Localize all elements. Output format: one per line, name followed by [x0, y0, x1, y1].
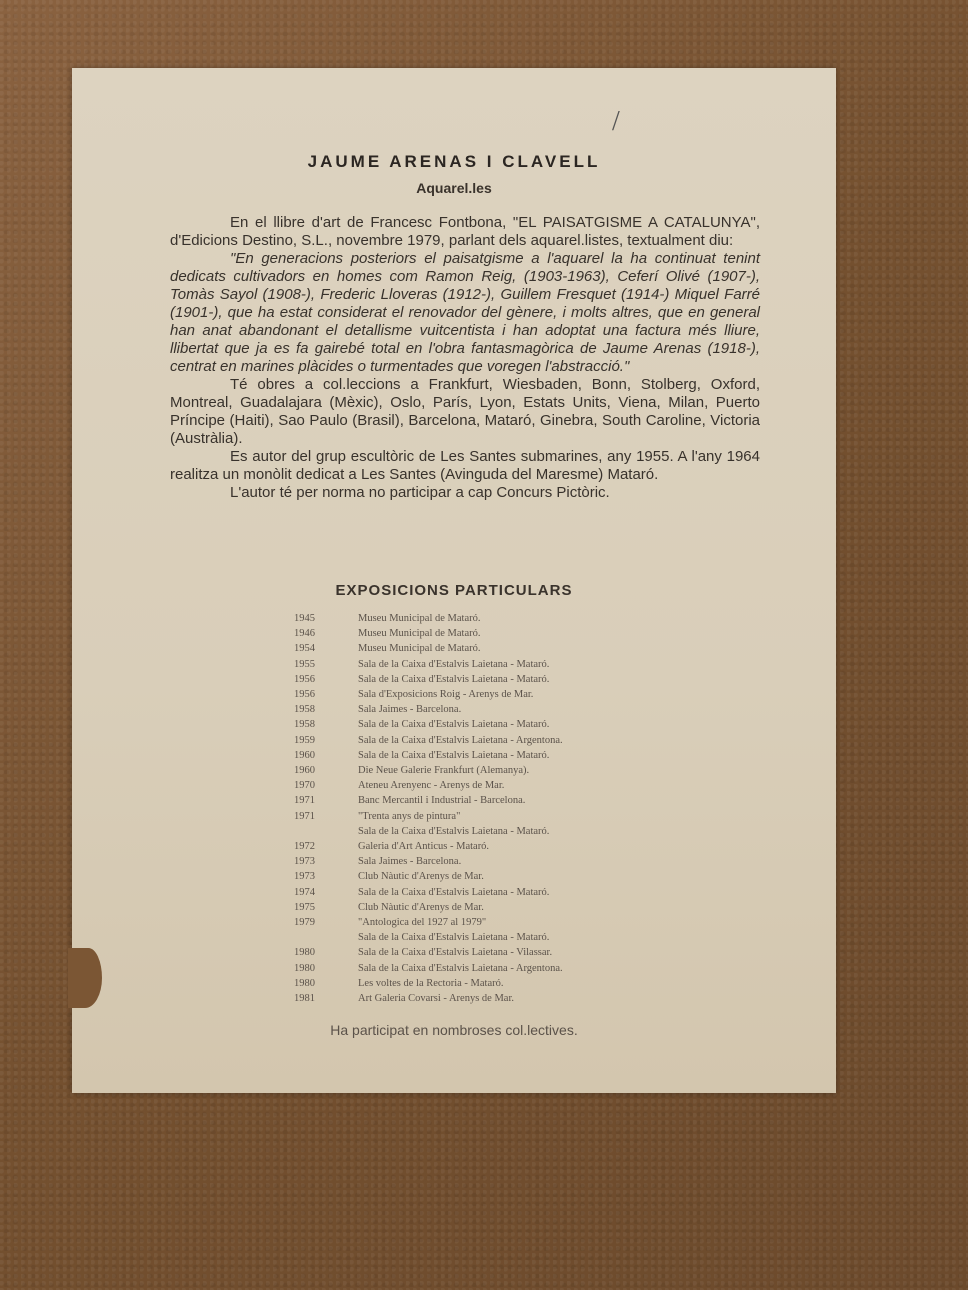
exhibition-row	[294, 809, 694, 824]
exhibition-year: 1960	[294, 765, 315, 777]
biography-text	[170, 214, 760, 502]
exhibition-year	[294, 824, 358, 839]
exhibition-year: 1974	[294, 886, 315, 898]
exhibition-year: 1980	[294, 947, 315, 959]
exhibition-year: 1980	[294, 962, 315, 974]
exhibition-year: 1958	[294, 719, 315, 731]
exhibition-year: 1956	[294, 689, 315, 701]
exhibition-year: 1945	[294, 613, 315, 624]
exhibition-venue: Museu Municipal de Mataró.	[358, 628, 481, 640]
exhibition-row	[294, 763, 694, 778]
body-paragraph: L'autor té per norma no participar a cap Concurs Pictòric.	[230, 484, 610, 501]
exhibition-venue: Club Nàutic d'Arenys de Mar.	[358, 901, 484, 913]
exhibition-venue: Club Nàutic d'Arenys de Mar.	[358, 871, 484, 883]
section-title: EXPOSICIONS PARTICULARS	[335, 582, 573, 599]
exhibition-row	[294, 717, 694, 732]
document-sheet	[72, 68, 836, 1093]
exhibition-year: 1979	[294, 917, 315, 929]
exhibition-year: 1956	[294, 673, 315, 685]
exhibition-venue: Museu Municipal de Mataró.	[358, 643, 481, 655]
exhibition-row	[294, 885, 694, 900]
exhibition-year: 1981	[294, 993, 315, 1005]
exhibition-row	[294, 976, 694, 991]
exhibition-year: 1960	[294, 749, 315, 761]
document-subtitle: Aquarel.les	[416, 180, 492, 196]
exhibition-row	[294, 702, 694, 717]
exhibition-venue: Sala d'Exposicions Roig - Arenys de Mar.	[358, 689, 534, 701]
exhibition-row	[294, 657, 694, 672]
exhibition-row	[294, 915, 694, 930]
exhibition-venue: Banc Mercantil i Industrial - Barcelona.	[358, 795, 526, 807]
exhibition-row	[294, 839, 694, 854]
exhibition-venue: "Trenta anys de pintura"	[358, 810, 461, 822]
exhibition-venue: Les voltes de la Rectoria - Mataró.	[358, 977, 504, 989]
exhibition-venue: Sala de la Caixa d'Estalvis Laietana - Argentona.	[358, 962, 563, 974]
exhibition-row	[294, 748, 694, 763]
exhibition-venue: Sala de la Caixa d'Estalvis Laietana - Mataró.	[358, 825, 550, 837]
pencil-mark: /	[612, 106, 620, 137]
body-paragraph: "En generacions posteriors el paisatgisme a l'aquarel la ha continuat tenint dedicats cultivadors en homes com Ramon Reig, (1903-1963), Ceferí Olivé (1907-), Tomàs Sayol (1908-), Frederic Lloveras (1912-), Guillem Fresquet (1914-) Miquel Farré (1901-), que ha estat considerat el renovador del gènere, i molts altres, que en general han anat abandonant el detallisme vuitcentista i han adoptat una factura més lliure, llibertat que ja es fa gairebé total en l'obra fantasmagòrica de Jaume Arenas (1918-), centrat en marines plàcides o turmentades que voregen l'abstracció."	[170, 250, 760, 375]
exhibition-year: 1955	[294, 658, 315, 670]
exhibition-year: 1980	[294, 977, 315, 989]
exhibition-row	[294, 900, 694, 915]
exhibition-row	[294, 626, 694, 641]
exhibitions-list	[294, 611, 694, 1006]
exhibition-year: 1970	[294, 780, 315, 792]
exhibition-row	[294, 930, 694, 945]
exhibition-venue: Die Neue Galerie Frankfurt (Alemanya).	[358, 765, 530, 777]
exhibition-row	[294, 611, 694, 626]
document-title: JAUME ARENAS I CLAVELL	[307, 152, 601, 171]
exhibition-venue: Sala Jaimes - Barcelona.	[358, 704, 462, 716]
exhibition-venue: Museu Municipal de Mataró.	[358, 613, 481, 624]
exhibition-venue: Sala de la Caixa d'Estalvis Laietana - Mataró.	[358, 932, 550, 944]
exhibition-row	[294, 991, 694, 1006]
exhibition-year: 1971	[294, 810, 315, 822]
exhibition-venue: Sala de la Caixa d'Estalvis Laietana - Mataró.	[358, 719, 550, 731]
exhibition-row	[294, 733, 694, 748]
exhibition-venue: Galeria d'Art Anticus - Mataró.	[358, 841, 490, 853]
exhibition-year: 1973	[294, 856, 315, 868]
exhibition-year: 1975	[294, 901, 315, 913]
footer-note: Ha participat en nombroses col.lectives.	[330, 1022, 578, 1038]
exhibition-row	[294, 961, 694, 976]
exhibition-venue: Sala de la Caixa d'Estalvis Laietana - Mataró.	[358, 673, 550, 685]
torn-corner	[68, 948, 102, 1008]
exhibition-year: 1959	[294, 734, 315, 746]
body-paragraph: En el llibre d'art de Francesc Fontbona, "EL PAISATGISME A CATALUNYA", d'Edicions Destino, S.L., novembre 1979, parlant dels aquarel.listes, textualment diu:	[170, 214, 760, 249]
exhibition-year: 1946	[294, 628, 315, 640]
exhibition-venue: Sala de la Caixa d'Estalvis Laietana - Mataró.	[358, 749, 550, 761]
exhibition-venue: "Antologica del 1927 al 1979"	[358, 917, 487, 929]
exhibition-year	[294, 930, 358, 945]
exhibition-venue: Sala de la Caixa d'Estalvis Laietana - Mataró.	[358, 658, 550, 670]
exhibition-row	[294, 672, 694, 687]
exhibition-year: 1954	[294, 643, 315, 655]
body-paragraph: Es autor del grup escultòric de Les Santes submarines, any 1955. A l'any 1964 realitza un monòlit dedicat a Les Santes (Avinguda del Maresme) Mataró.	[170, 448, 760, 483]
exhibition-year: 1973	[294, 871, 315, 883]
exhibition-year: 1958	[294, 704, 315, 716]
exhibition-row	[294, 854, 694, 869]
exhibition-venue: Sala de la Caixa d'Estalvis Laietana - Vilassar.	[358, 947, 553, 959]
exhibition-venue: Sala de la Caixa d'Estalvis Laietana - Argentona.	[358, 734, 563, 746]
exhibition-year: 1972	[294, 841, 315, 853]
body-paragraph: Té obres a col.leccions a Frankfurt, Wiesbaden, Bonn, Stolberg, Oxford, Montreal, Guadalajara (Mèxic), Oslo, París, Lyon, Estats Units, Viena, Milan, Puerto Príncipe (Haiti), Sao Paulo (Brasil), Barcelona, Mataró, Ginebra, South Caroline, Victoria (Austràlia).	[170, 376, 760, 447]
exhibition-row	[294, 687, 694, 702]
exhibition-venue: Art Galeria Covarsi - Arenys de Mar.	[358, 993, 514, 1005]
exhibition-venue: Ateneu Arenyenc - Arenys de Mar.	[358, 780, 505, 792]
exhibition-row	[294, 641, 694, 656]
exhibition-year: 1971	[294, 795, 315, 807]
exhibition-venue: Sala de la Caixa d'Estalvis Laietana - Mataró.	[358, 886, 550, 898]
exhibition-row	[294, 824, 694, 839]
exhibition-row	[294, 778, 694, 793]
exhibition-row	[294, 945, 694, 960]
exhibition-row	[294, 869, 694, 884]
exhibition-row	[294, 793, 694, 808]
exhibition-venue: Sala Jaimes - Barcelona.	[358, 856, 462, 868]
